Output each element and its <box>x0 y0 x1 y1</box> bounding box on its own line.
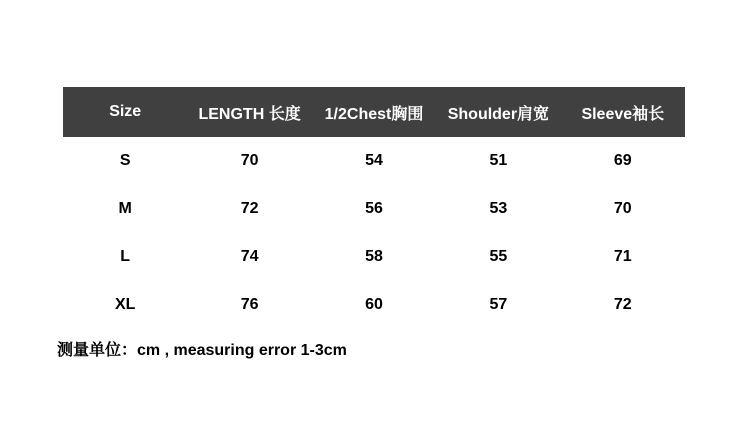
table-header-row <box>63 87 685 137</box>
sleeve-value: 71 <box>613 248 632 265</box>
length-value: 74 <box>240 248 259 265</box>
column-header-chest: 1/2Chest胸围 <box>324 105 424 123</box>
chest-value: 60 <box>365 296 383 313</box>
shoulder-value: 53 <box>489 200 508 217</box>
sleeve-value: 72 <box>613 296 632 313</box>
measuring-unit-note: 测量单位：cm , measuring error 1-3cm <box>57 342 347 359</box>
size-label: S <box>119 152 131 169</box>
length-value: 72 <box>240 200 259 217</box>
chest-value: 56 <box>365 200 383 217</box>
size-label: XL <box>114 296 136 313</box>
column-header-shoulder: Shoulder肩宽 <box>447 105 550 123</box>
shoulder-value: 51 <box>489 152 508 169</box>
column-header-length: LENGTH 长度 <box>198 105 301 123</box>
column-header-sleeve: Sleeve袖长 <box>581 105 665 123</box>
size-chart-table <box>63 87 685 329</box>
chest-value: 58 <box>365 248 383 265</box>
size-label: L <box>120 248 131 265</box>
table-row-s <box>63 137 685 185</box>
table-row-xl <box>63 281 685 329</box>
shoulder-value: 55 <box>489 248 508 265</box>
sleeve-value: 70 <box>613 200 632 217</box>
sleeve-value: 69 <box>613 152 632 169</box>
size-label: M <box>118 200 132 217</box>
table-row-l <box>63 233 685 281</box>
length-value: 76 <box>240 296 259 313</box>
chest-value: 54 <box>365 152 383 169</box>
column-header-size: Size <box>109 103 142 120</box>
length-value: 70 <box>240 152 259 169</box>
table-row-m <box>63 185 685 233</box>
shoulder-value: 57 <box>489 296 508 313</box>
